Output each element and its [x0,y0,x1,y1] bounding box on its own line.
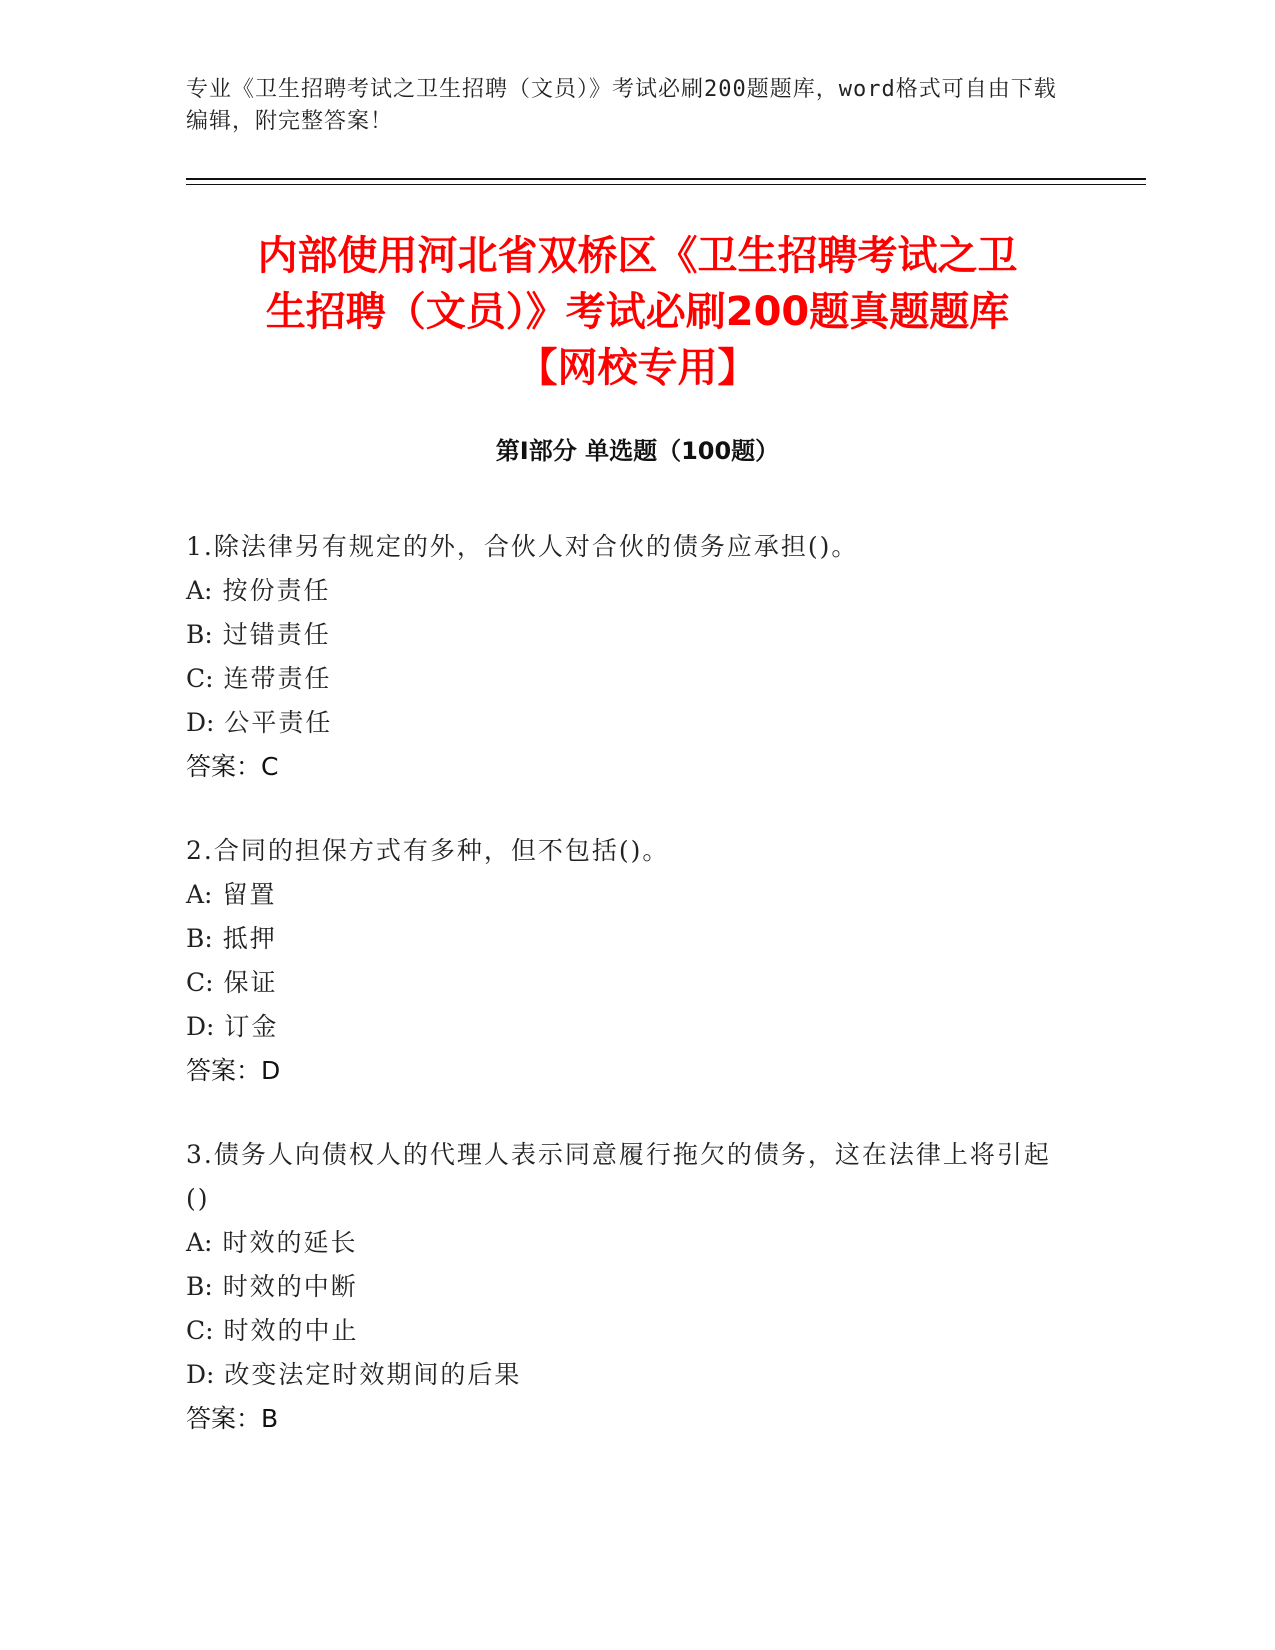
question-stem: 1.除法律另有规定的外，合伙人对合伙的债务应承担()。 [186,532,859,561]
option-text: 时效的中断 [222,1272,358,1301]
option-a [186,1221,1066,1265]
option-letter: B: [186,924,213,953]
option-b [186,1265,1066,1309]
option-text: 改变法定时效期间的后果 [224,1360,522,1389]
question-stem: 2.合同的担保方式有多种，但不包括()。 [186,836,670,865]
option-text: 公平责任 [224,708,333,737]
option-letter: A: [186,576,213,605]
option-letter: C: [186,968,214,997]
option-c [186,1309,1066,1353]
option-letter: B: [186,1272,213,1301]
answer-label: 答案：C [186,752,279,781]
title-line: 内部使用河北省双桥区《卫生招聘考试之卫 [257,233,1018,279]
option-b [186,917,1066,961]
question-list [186,525,1066,1481]
question-item [186,829,1066,1093]
answer-label: 答案：B [186,1404,279,1433]
document-title [150,228,1125,396]
option-d [186,1353,1066,1397]
option-d [186,1005,1066,1049]
header-rule-thin [186,184,1146,185]
option-letter: C: [186,664,214,693]
option-letter: B: [186,620,213,649]
option-d [186,701,1066,745]
option-a [186,569,1066,613]
option-text: 时效的中止 [223,1316,359,1345]
option-letter: D: [186,1360,215,1389]
question-item [186,525,1066,789]
option-letter: D: [186,1012,215,1041]
option-c [186,657,1066,701]
option-text: 留置 [222,880,277,909]
option-b [186,613,1066,657]
option-text: 订金 [224,1012,279,1041]
option-c [186,961,1066,1005]
option-letter: A: [186,880,213,909]
option-text: 按份责任 [222,576,331,605]
option-letter: D: [186,708,215,737]
question-stem: 3.债务人向债权人的代理人表示同意履行拖欠的债务，这在法律上将引起() [186,1140,1051,1213]
option-letter: A: [186,1228,213,1257]
option-text: 过错责任 [222,620,331,649]
question-item [186,1133,1066,1441]
title-line: 【网校专用】 [517,345,758,391]
header-note: 专业《卫生招聘考试之卫生招聘（文员）》考试必刷200题题库，word格式可自由下载编辑，附完整答案！ [186,77,1057,134]
title-line: 生招聘（文员）》考试必刷200题真题题库 [265,289,1010,335]
section-title: 第Ⅰ部分 单选题（100题） [495,437,780,465]
option-text: 抵押 [222,924,277,953]
header-rule-thick [186,178,1146,180]
option-text: 保证 [223,968,278,997]
option-a [186,873,1066,917]
option-letter: C: [186,1316,214,1345]
option-text: 时效的延长 [222,1228,358,1257]
option-text: 连带责任 [223,664,332,693]
answer-label: 答案：D [186,1056,281,1085]
